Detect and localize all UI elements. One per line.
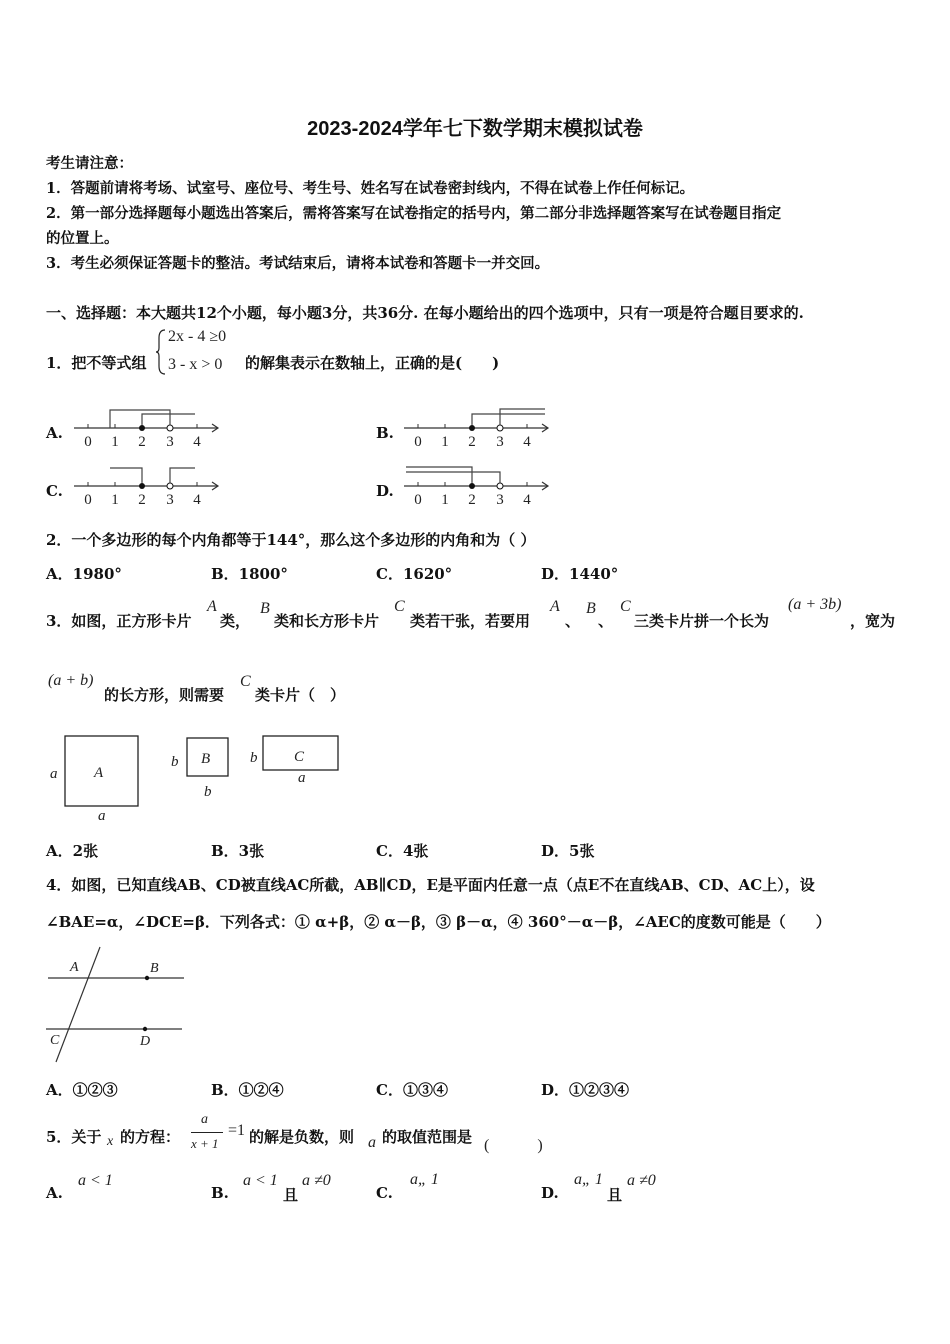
tick-label: 4 [523,434,531,450]
q4-option-b: B．①②④ [211,1081,284,1099]
card-c-side-label: b [250,750,258,766]
q3-text-4: 类若干张，若要用 [410,612,531,630]
q5-option-c-label: C. [376,1184,393,1202]
q5-option-d-label: D. [541,1184,559,1202]
q3-length-expr: (a + 3b) [788,596,842,613]
q3-var-b: B [260,600,270,617]
q2-option-d: D．1440° [541,565,619,583]
q4-option-d: D．①②③④ [541,1081,630,1099]
q2-option-a: A．1980° [46,565,122,583]
q1-option-d-label: D. [376,482,394,500]
point-b-label: B [150,961,159,976]
q5-var-x: x [107,1134,114,1149]
q5-option-b-label: B. [211,1184,229,1202]
q5-fraction-bar [191,1132,223,1133]
q1-inequality-1: 2x - 4 ≥0 [168,328,227,345]
q1-numberline-b [400,404,555,454]
q3-option-c: C．4张 [376,842,429,860]
q1-numberline-c [70,462,225,512]
q5-text-3: 的解是负数，则 [249,1128,355,1146]
q3-text-7: ，宽为 [850,612,896,630]
notice-header: 考生请注意： [46,155,133,172]
q3-option-a: A．2张 [46,842,99,860]
q5-option-b-expr2: a ≠0 [302,1172,331,1189]
q3-sep-2: 、 [598,612,614,630]
q3-text-6: 三类卡片拼一个长为 [634,612,770,630]
q3-var-c3: C [240,673,251,690]
card-c-bottom-label: a [298,770,306,786]
q3-text-2: 类， [220,612,251,630]
q2-option-b: B．1800° [211,565,288,583]
notice-item-1: 1．答题前请将考场、试室号、座位号、考生号、姓名写在试卷密封线内，不得在试卷上作任何标记。 [46,180,695,197]
q4-stem-2: ∠BAE=α，∠DCE=β．下列各式：① α+β，② α－β，③ β－α，④ 360°－α－β，∠AEC的度数可能是（ ） [46,913,831,931]
q5-fraction-denominator: x + 1 [191,1136,219,1151]
card-b-label: B [201,751,211,767]
point-d-label: D [140,1034,151,1049]
q1-option-c-label: C. [46,482,63,500]
q5-option-c-expr: a„ 1 [410,1171,439,1188]
tick-label: 2 [468,434,476,450]
q5-option-d-conj: 且 [607,1186,623,1204]
tick-label: 2 [468,492,476,508]
tick-label: 3 [496,492,504,508]
tick-label: 1 [441,492,449,508]
q4-stem-1: 4．如图，已知直线AB、CD被直线AC所截，AB∥CD，E是平面内任意一点（点E不在直线AB、CD、AC上），设 [46,876,815,894]
q5-equals-one: =1 [228,1122,246,1139]
tick-label: 2 [138,434,146,450]
q3-sep-1: 、 [565,612,581,630]
q5-text-2: 的方程： [120,1128,181,1146]
q1-brace-icon [155,328,167,376]
q1-numberline-d [400,462,555,512]
tick-label: 0 [84,492,92,508]
notice-item-3: 3．考生必须保证答题卡的整洁。考试结束后，请将本试卷和答题卡一并交回。 [46,255,550,272]
q1-option-b-label: B. [376,424,394,442]
q4-parallel-lines-figure [44,945,194,1065]
point-a-label: A [70,960,79,975]
card-a-label: A [94,765,104,781]
q3-text-3: 类和长方形卡片 [274,612,380,630]
card-a-side-label: a [50,766,58,782]
q5-option-b-conj: 且 [283,1186,299,1204]
q3-var-a2: A [550,598,560,615]
tick-label: 1 [111,434,119,450]
point-c-label: C [50,1033,60,1048]
q3-text-8: 的长方形，则需要 [104,686,225,704]
card-c-label: C [294,749,305,765]
q5-option-d-expr: a„ 1 [574,1171,603,1188]
q3-var-b2: B [586,600,596,617]
tick-label: 3 [166,434,174,450]
tick-label: 4 [523,492,531,508]
tick-label: 4 [193,492,201,508]
page-title: 2023-2024学年七下数学期末模拟试卷 [307,118,643,140]
tick-label: 0 [414,434,422,450]
q5-option-a-label: A. [46,1184,63,1202]
notice-item-2: 2．第一部分选择题每小题选出答案后，需将答案写在试卷指定的括号内，第二部分非选择题答案写在试卷题目指定 [46,205,782,222]
q5-answer-paren: ( ) [484,1137,543,1154]
notice-item-2-cont: 的位置上。 [46,230,119,247]
q3-cards-figure [44,730,354,825]
q2-option-c: C．1620° [376,565,453,583]
q3-var-c: C [394,598,405,615]
card-b-side-label: b [171,754,179,770]
q1-prefix: 1．把不等式组 [46,354,147,372]
q1-numberline-a [70,404,225,454]
q4-option-a: A．①②③ [46,1081,118,1099]
q5-text-1: 5．关于 [46,1128,102,1146]
q3-option-d: D．5张 [541,842,595,860]
q5-text-4: 的取值范围是 [382,1128,473,1146]
tick-label: 1 [111,492,119,508]
q5-option-b-expr: a < 1 [243,1172,278,1189]
q5-option-d-expr2: a ≠0 [627,1172,656,1189]
tick-label: 1 [441,434,449,450]
tick-label: 4 [193,434,201,450]
tick-label: 2 [138,492,146,508]
q2-stem: 2．一个多边形的每个内角都等于144°，那么这个多边形的内角和为（ ） [46,531,536,549]
q1-suffix: 的解集表示在数轴上，正确的是( ) [245,354,500,372]
q1-option-a-label: A. [46,424,63,442]
q1-inequality-2: 3 - x > 0 [168,356,223,373]
q5-var-a: a [368,1134,376,1151]
tick-label: 3 [496,434,504,450]
card-b-bottom-label: b [204,784,212,800]
tick-label: 0 [414,492,422,508]
q5-option-a-expr: a < 1 [78,1172,113,1189]
q3-var-c2: C [620,598,631,615]
tick-label: 3 [166,492,174,508]
q3-text-1: 3．如图，正方形卡片 [46,612,192,630]
q3-var-a: A [207,598,217,615]
q3-option-b: B．3张 [211,842,265,860]
tick-label: 0 [84,434,92,450]
q3-width-expr: (a + b) [48,672,94,689]
card-a-bottom-label: a [98,808,106,824]
section-heading: 一、选择题：本大题共12个小题，每小题3分，共36分. 在每小题给出的四个选项中，只有一项是符合题目要求的. [46,304,804,322]
q3-text-9: 类卡片（ ） [255,686,346,704]
q4-option-c: C．①③④ [376,1081,448,1099]
q5-fraction-numerator: a [201,1112,208,1127]
